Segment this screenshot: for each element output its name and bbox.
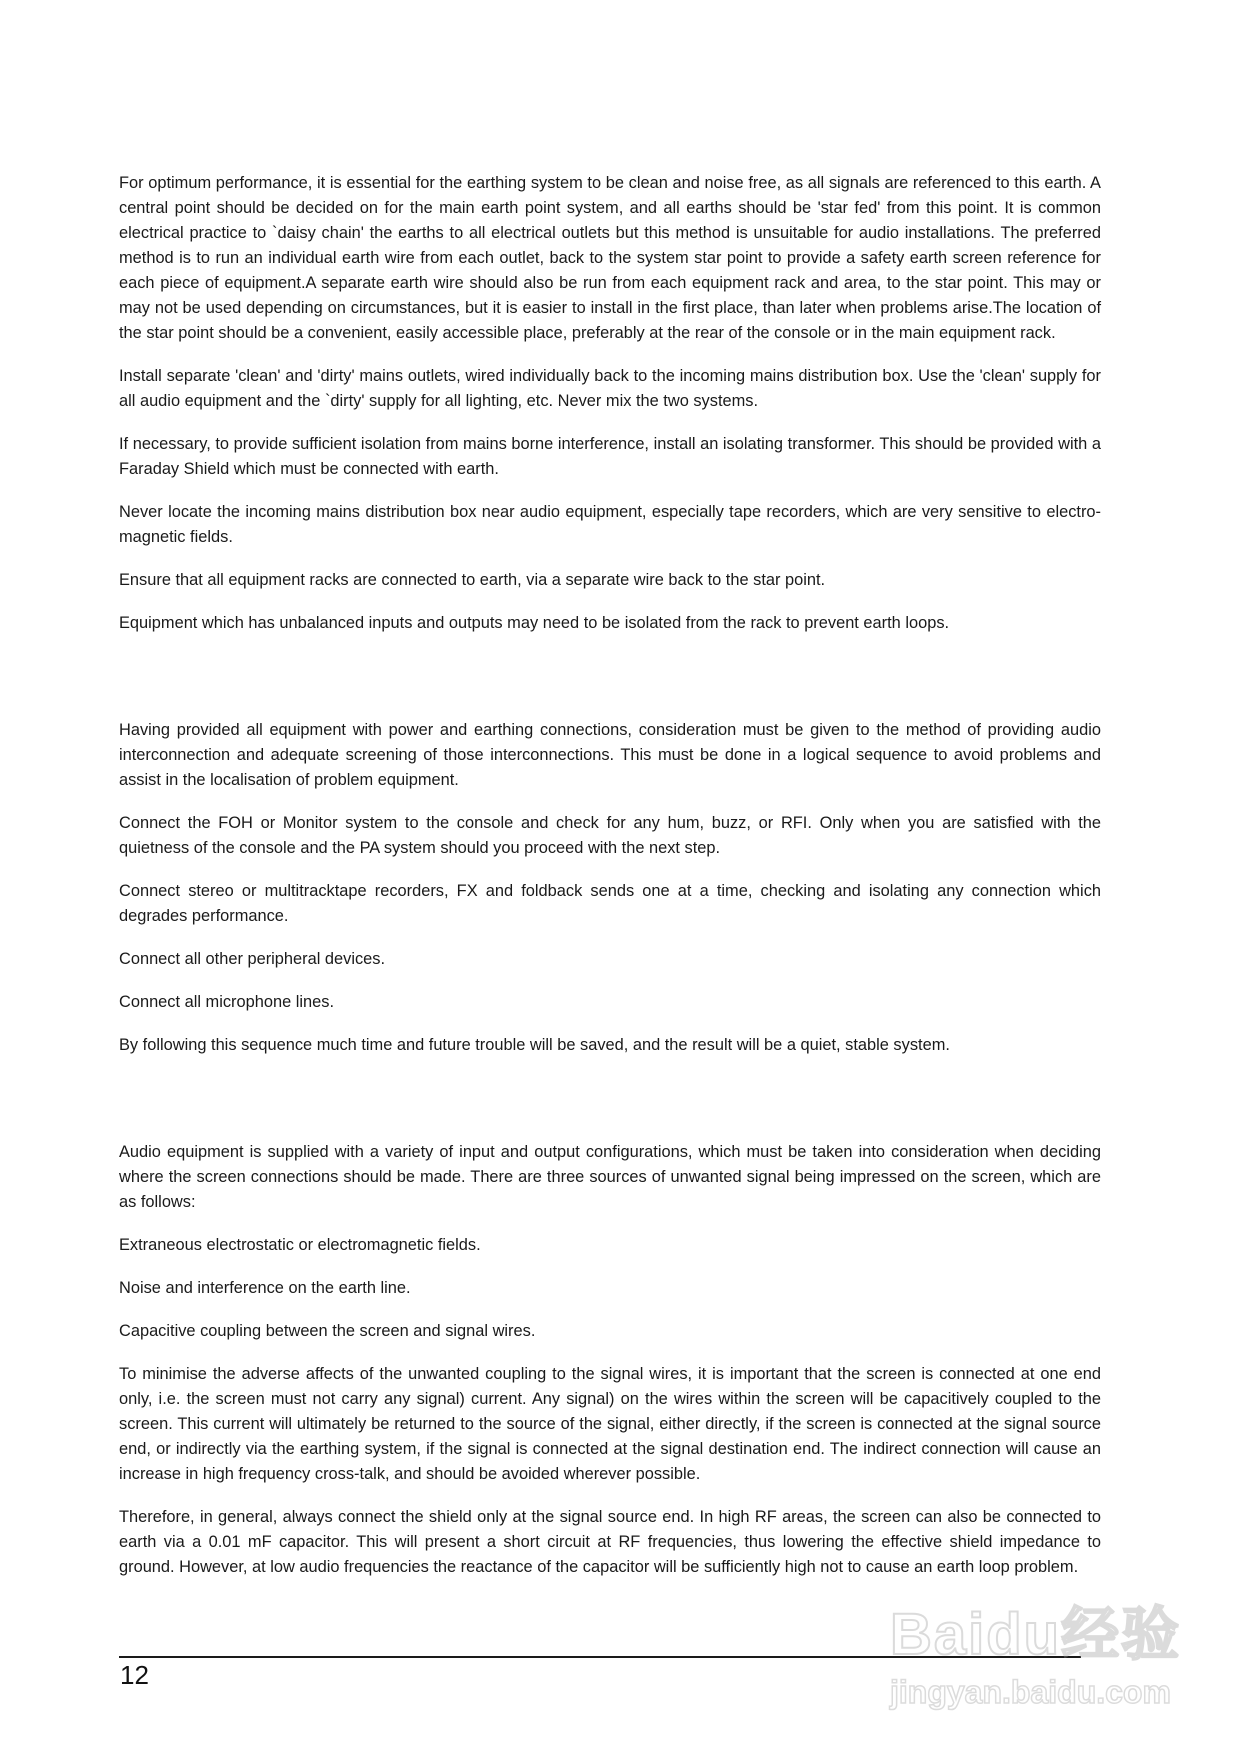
paragraph: If necessary, to provide sufficient isolation from mains borne interference, install an isolating transformer. This should be provided with a Faraday Shield which must be connected with earth. [119, 435, 1101, 478]
paragraph: Connect stereo or multitracktape recorders, FX and foldback sends one at a time, checking and isolating any connection which degrades performance. [119, 882, 1101, 925]
section-spacer [119, 654, 1101, 718]
paragraph: Equipment which has unbalanced inputs and outputs may need to be isolated from the rack to prevent earth loops. [119, 614, 950, 632]
paragraph: Install separate 'clean' and 'dirty' mains outlets, wired individually back to the incoming mains distribution box. Use the 'clean' supply for all audio equipment and the `dirty' supply for all lighting, etc. Never mix the two systems. [119, 367, 1101, 410]
paragraph: Ensure that all equipment racks are connected to earth, via a separate wire back to the star point. [119, 571, 826, 589]
paragraph: By following this sequence much time and future trouble will be saved, and the result will be a quiet, stable system. [119, 1036, 950, 1054]
page-number: 12 [120, 1660, 149, 1690]
section-interconnection [119, 718, 1101, 1058]
paragraph: Connect the FOH or Monitor system to the console and check for any hum, buzz, or RFI. Only when you are satisfied with the quietness of the console and the PA system should you proceed with the next step. [119, 814, 1101, 857]
paragraph: Connect all microphone lines. [119, 993, 335, 1011]
paragraph: Noise and interference on the earth line. [119, 1279, 411, 1297]
paragraph: Therefore, in general, always connect the shield only at the signal source end. In high RF areas, the screen can also be connected to earth via a 0.01 mF capacitor. This will present a short circuit at RF frequencies, thus lowering the effective shield impedance to ground. However, at low audio frequencies the reactance of the capacitor will be sufficiently high not to cause an earth loop problem. [119, 1508, 1101, 1576]
section-earthing [119, 171, 1101, 636]
watermark-main-text: Baidu经验 [890, 1602, 1182, 1667]
paragraph: Audio equipment is supplied with a variety of input and output configurations, which must be taken into consideration when deciding where the screen connections should be made. There are three sources of unwanted signal being impressed on the screen, which are as follows: [119, 1143, 1101, 1211]
section-screening [119, 1140, 1101, 1580]
page-body [119, 171, 1101, 1598]
paragraph: Never locate the incoming mains distribution box near audio equipment, especially tape recorders, which are very sensitive to electro-magnetic fields. [119, 503, 1101, 546]
paragraph: For optimum performance, it is essential for the earthing system to be clean and noise free, as all signals are referenced to this earth. A central point should be decided on for the main earth point system, and all earths should be 'star fed' from this point. It is common electrical practice to `daisy chain' the earths to all electrical outlets but this method is unsuitable for audio installations. The preferred method is to run an individual earth wire from each outlet, back to the system star point to provide a safety earth screen reference for each piece of equipment.A separate earth wire should also be run from each equipment rack and area, to the star point. This may or may not be used depending on circumstances, but it is easier to install in the first place, than later when problems arise.The location of the star point should be a convenient, easily accessible place, preferably at the rear of the console or in the main equipment rack. [119, 174, 1101, 342]
paragraph: Connect all other peripheral devices. [119, 950, 386, 968]
paragraph: Capacitive coupling between the screen and signal wires. [119, 1322, 536, 1340]
paragraph: Extraneous electrostatic or electromagnetic fields. [119, 1236, 481, 1254]
section-spacer [119, 1076, 1101, 1140]
paragraph: To minimise the adverse affects of the unwanted coupling to the signal wires, it is important that the screen is connected at one end only, i.e. the screen must not carry any signal) current. Any signal) on the wires within the screen will be capacitively coupled to the screen. This current will ultimately be returned to the source of the signal, either directly, if the screen is connected at the signal source end, or indirectly via the earthing system, if the signal is connected at the signal destination end. The indirect connection will cause an increase in high frequency cross-talk, and should be avoided wherever possible. [119, 1365, 1101, 1483]
baidu-watermark-logo [880, 1600, 1180, 1730]
watermark-url-text: jingyan.baidu.com [890, 1674, 1171, 1710]
paragraph: Having provided all equipment with power and earthing connections, consideration must be given to the method of providing audio interconnection and adequate screening of those interconnections. This must be done in a logical sequence to avoid problems and assist in the localisation of problem equipment. [119, 721, 1101, 789]
